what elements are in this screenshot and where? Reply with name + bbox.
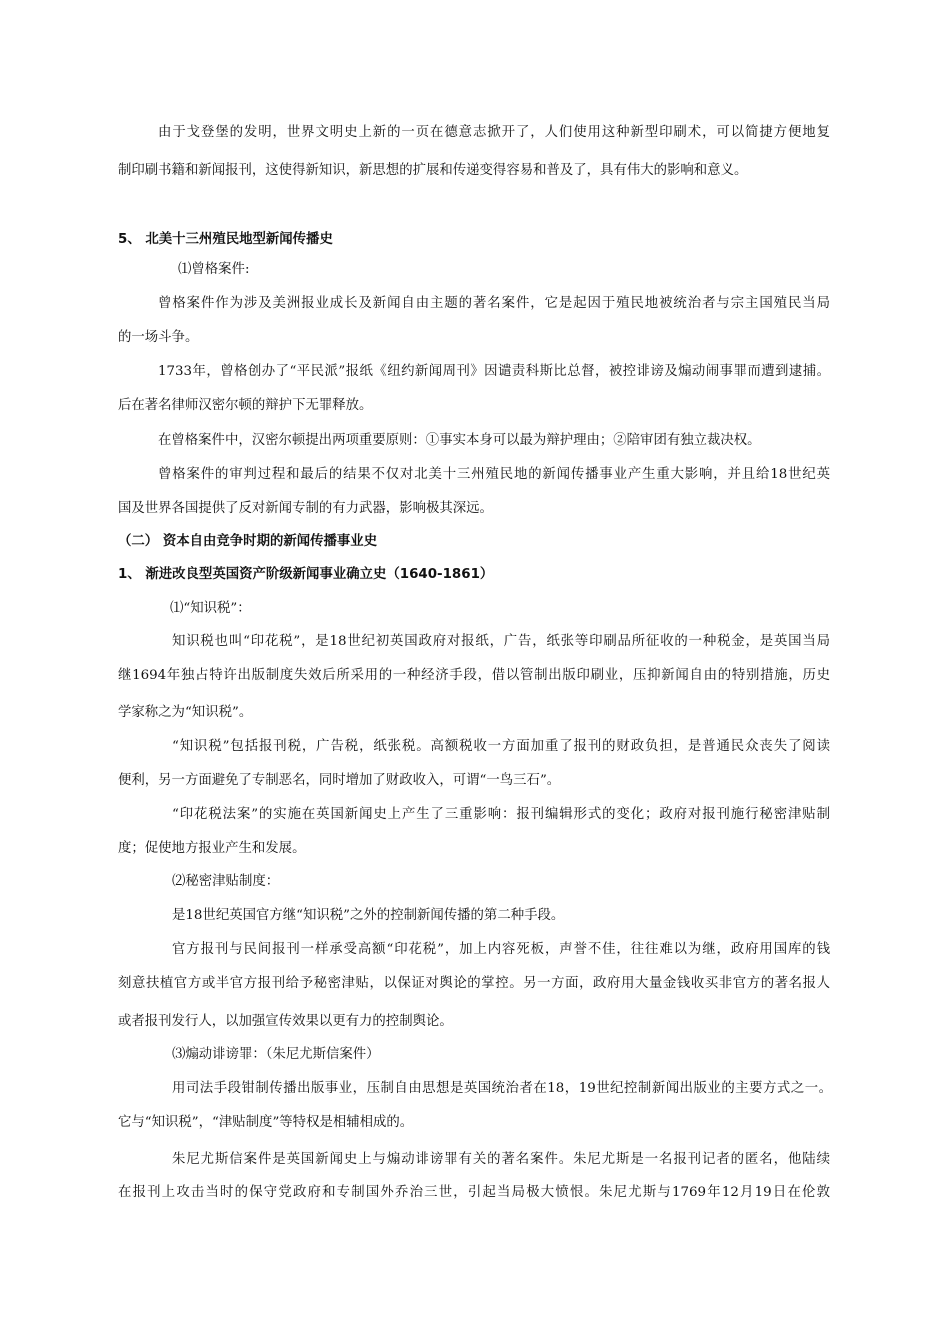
paragraph-line: 的一场斗争。	[118, 330, 199, 345]
paragraph-line: 制印刷书籍和新闻报刊，这使得新知识，新思想的扩展和传递变得容易和普及了，具有伟大的影响和意义。	[118, 163, 748, 178]
paragraph-line: 度；促使地方报业产生和发展。	[118, 841, 306, 856]
subheading: ⑴曾格案件:	[178, 262, 250, 277]
paragraph-line: “知识税”包括报刊税，广告税，纸张税。高额税收一方面加重了报刊的财政负担，是普通民众丧失了阅读	[172, 739, 830, 754]
subheading: ⑵秘密津贴制度：	[172, 874, 280, 889]
paragraph-line: 是18世纪英国官方继“知识税”之外的控制新闻传播的第二种手段。	[172, 908, 565, 923]
paragraph-line: 或者报刊发行人，以加强宣传效果以更有力的控制舆论。	[118, 1014, 453, 1029]
paragraph-line: 用司法手段钳制传播出版事业，压制自由思想是英国统治者在18，19世纪控制新闻出版业的主要方式之一。	[172, 1081, 832, 1096]
paragraph-line: 1733年，曾格创办了“平民派”报纸《纽约新闻周刊》因谴责科斯比总督，被控诽谤及煽动闹事罪而遭到逮捕。	[158, 364, 830, 379]
paragraph-line: 在曾格案件中，汉密尔顿提出两项重要原则：①事实本身可以最为辩护理由；②陪审团有独立裁决权。	[158, 433, 761, 448]
paragraph-line: 刻意扶植官方或半官方报刊给予秘密津贴，以保证对舆论的掌控。另一方面，政府用大量金钱收买非官方的著名报人	[118, 976, 830, 991]
paragraph-line: 官方报刊与民间报刊一样承受高额“印花税”，加上内容死板，声誉不佳，往往难以为继，政府用国库的钱	[172, 942, 830, 957]
subheading: ⑴“知识税”：	[170, 601, 251, 616]
paragraph-line: 它与“知识税”，“津贴制度”等特权是相辅相成的。	[118, 1115, 414, 1130]
section-heading: 5、 北美十三州殖民地型新闻传播史	[118, 232, 333, 247]
paragraph-line: 后在著名律师汉密尔顿的辩护下无罪释放。	[118, 398, 373, 413]
paragraph-line: 曾格案件的审判过程和最后的结果不仅对北美十三州殖民地的新闻传播事业产生重大影响，并且给18世纪英	[158, 467, 830, 482]
paragraph-line: 由于戈登堡的发明，世界文明史上新的一页在德意志掀开了，人们使用这种新型印刷术，可以简捷方便地复	[158, 125, 830, 140]
subheading: ⑶煽动诽谤罪：（朱尼尤斯信案件）	[172, 1047, 380, 1062]
section-heading: （二） 资本自由竞争时期的新闻传播事业史	[118, 534, 378, 549]
section-heading: 1、 渐进改良型英国资产阶级新闻事业确立史（1640-1861）	[118, 567, 494, 582]
paragraph-line: 便利，另一方面避免了专制恶名，同时增加了财政收入，可谓“一鸟三石”。	[118, 773, 561, 788]
paragraph-line: 学家称之为“知识税”。	[118, 705, 253, 720]
paragraph-line: 曾格案件作为涉及美洲报业成长及新闻自由主题的著名案件，它是起因于殖民地被统治者与宗主国殖民当局	[158, 296, 830, 311]
paragraph-line: 知识税也叫“印花税”，是18世纪初英国政府对报纸，广告，纸张等印刷品所征收的一种税金，是英国当局	[172, 634, 830, 649]
paragraph-line: “印花税法案”的实施在英国新闻史上产生了三重影响：报刊编辑形式的变化；政府对报刊施行秘密津贴制	[172, 807, 830, 822]
paragraph-line: 朱尼尤斯信案件是英国新闻史上与煽动诽谤罪有关的著名案件。朱尼尤斯是一名报刊记者的匿名，他陆续	[172, 1152, 830, 1167]
paragraph-line: 继1694年独占特许出版制度失效后所采用的一种经济手段，借以管制出版印刷业，压抑新闻自由的特别措施，历史	[118, 668, 830, 683]
paragraph-line: 国及世界各国提供了反对新闻专制的有力武器，影响极其深远。	[118, 501, 493, 516]
paragraph-line: 在报刊上攻击当时的保守党政府和专制国外乔治三世，引起当局极大愤恨。朱尼尤斯与1769年12月19日在伦敦	[118, 1185, 830, 1200]
